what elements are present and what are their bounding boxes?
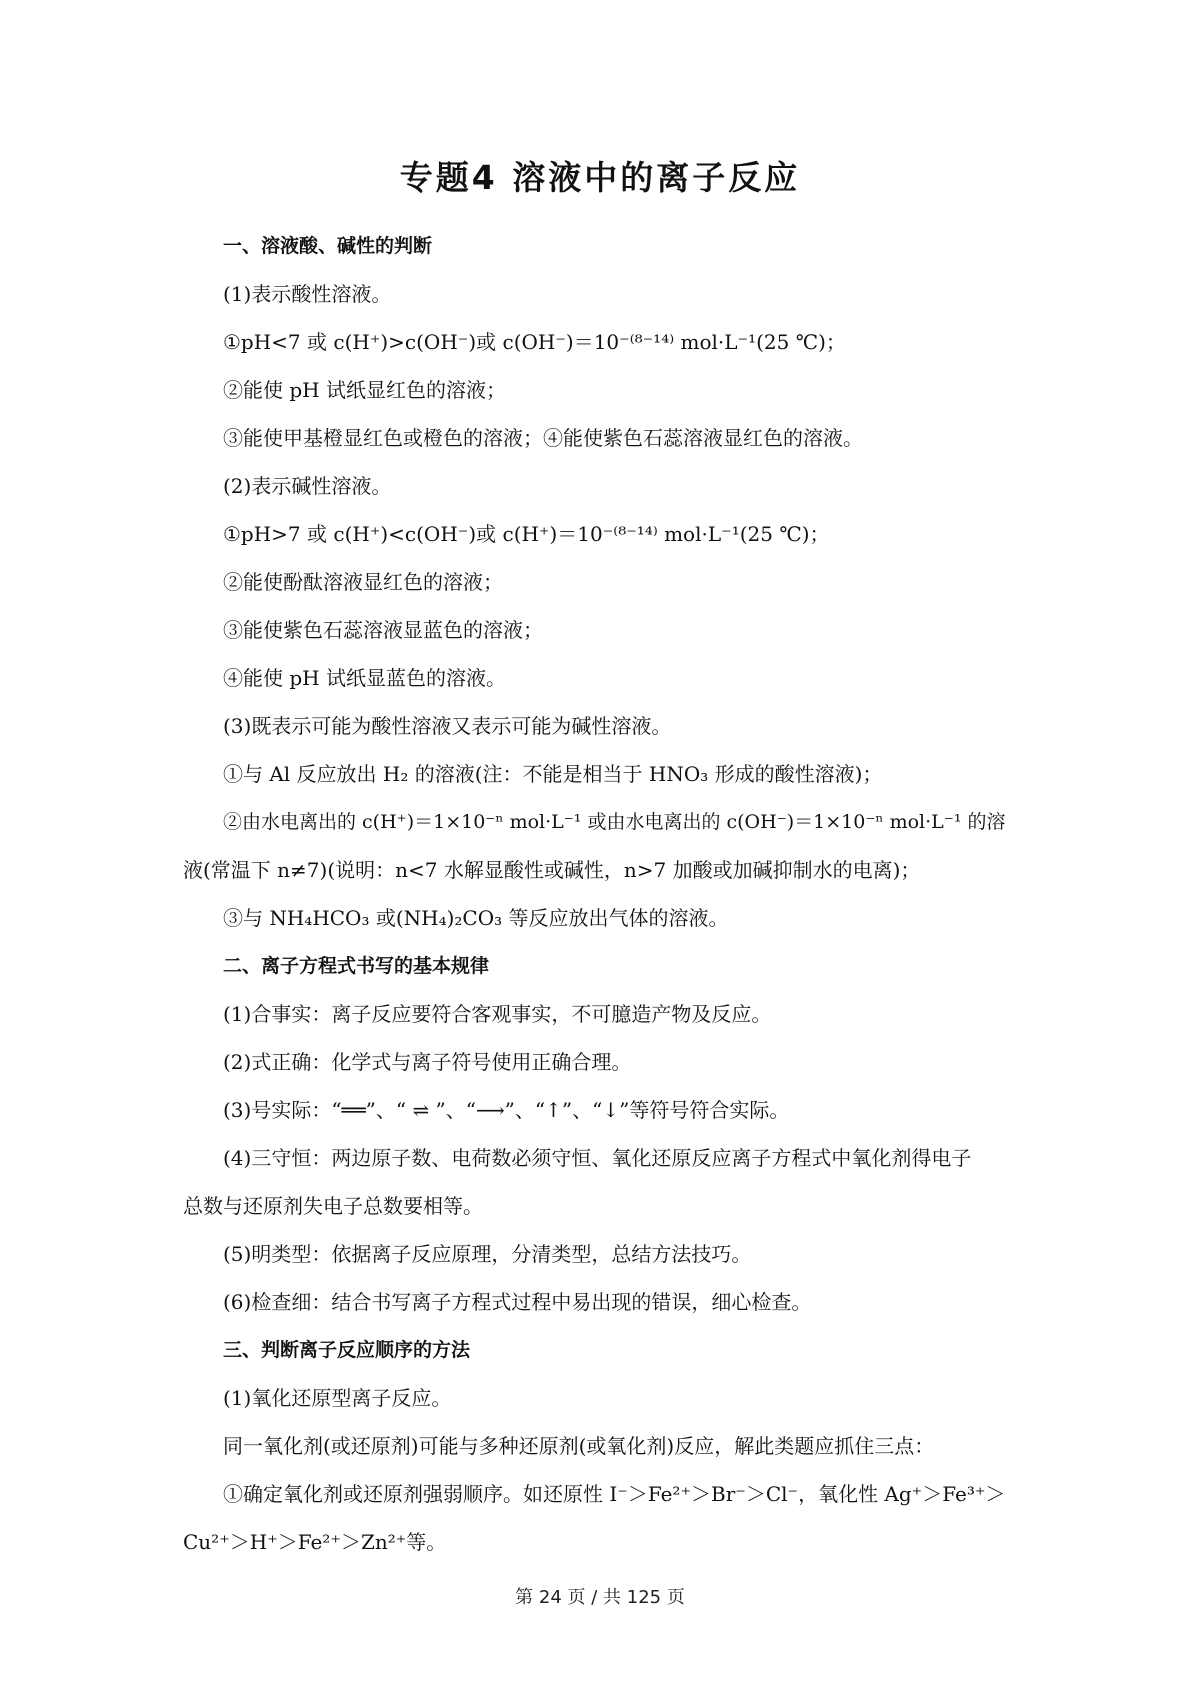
paragraph-line: (1)表示酸性溶液。 bbox=[223, 282, 392, 306]
paragraph-line: (4)三守恒：两边原子数、电荷数必须守恒、氧化还原反应离子方程式中氧化剂得电子 bbox=[223, 1146, 972, 1170]
section-heading: 一、溶液酸、碱性的判断 bbox=[223, 235, 433, 257]
paragraph-line: ①pH<7 或 c(H⁺)>c(OH⁻)或 c(OH⁻)＝10⁻⁽⁸⁻¹⁴⁾ mol·L⁻¹(25 ℃)； bbox=[223, 330, 846, 354]
paragraph-line: (2)表示碱性溶液。 bbox=[223, 474, 392, 498]
paragraph-line: (5)明类型：依据离子反应原理，分清类型，总结方法技巧。 bbox=[223, 1242, 752, 1266]
paragraph-line: (3)既表示可能为酸性溶液又表示可能为碱性溶液。 bbox=[223, 714, 672, 738]
paragraph-line: ②由水电离出的 c(H⁺)＝1×10⁻ⁿ mol·L⁻¹ 或由水电离出的 c(OH⁻)＝1×10⁻ⁿ mol·L⁻¹ 的溶 bbox=[223, 811, 1006, 833]
paragraph-line: 液(常温下 n≠7)(说明：n<7 水解显酸性或碱性，n>7 加酸或加碱抑制水的电离)； bbox=[183, 858, 921, 882]
page-title: 专题4 溶液中的离子反应 bbox=[399, 158, 801, 197]
paragraph-line: ②能使 pH 试纸显红色的溶液； bbox=[223, 378, 506, 402]
paragraph-line: ③与 NH₄HCO₃ 或(NH₄)₂CO₃ 等反应放出气体的溶液。 bbox=[223, 906, 729, 930]
paragraph-line: ④能使 pH 试纸显蓝色的溶液。 bbox=[223, 666, 506, 690]
paragraph-line: (2)式正确：化学式与离子符号使用正确合理。 bbox=[223, 1050, 632, 1074]
paragraph-line: (6)检查细：结合书写离子方程式过程中易出现的错误，细心检查。 bbox=[223, 1290, 812, 1314]
paragraph-line: ①确定氧化剂或还原剂强弱顺序。如还原性 I⁻＞Fe²⁺＞Br⁻＞Cl⁻，氧化性 Ag⁺＞Fe³⁺＞ bbox=[223, 1482, 1006, 1506]
document-body bbox=[183, 222, 1023, 1566]
paragraph-line: ③能使甲基橙显红色或橙色的溶液；④能使紫色石蕊溶液显红色的溶液。 bbox=[223, 426, 863, 450]
paragraph-line: 同一氧化剂(或还原剂)可能与多种还原剂(或氧化剂)反应，解此类题应抓住三点： bbox=[223, 1434, 935, 1458]
section-heading: 三、判断离子反应顺序的方法 bbox=[223, 1339, 471, 1361]
paragraph-line: (3)号实际：“══”、“ ⇌ ”、“⟶”、“↑”、“↓”等符号符合实际。 bbox=[223, 1098, 790, 1122]
paragraph-line: Cu²⁺＞H⁺＞Fe²⁺＞Zn²⁺等。 bbox=[183, 1530, 447, 1554]
paragraph-line: ③能使紫色石蕊溶液显蓝色的溶液； bbox=[223, 618, 543, 642]
paragraph-line: (1)氧化还原型离子反应。 bbox=[223, 1386, 452, 1410]
paragraph-line: 总数与还原剂失电子总数要相等。 bbox=[183, 1194, 483, 1218]
paragraph-line: (1)合事实：离子反应要符合客观事实，不可臆造产物及反应。 bbox=[223, 1002, 772, 1026]
section-heading: 二、离子方程式书写的基本规律 bbox=[223, 955, 490, 977]
paragraph-line: ①pH>7 或 c(H⁺)<c(OH⁻)或 c(H⁺)＝10⁻⁽⁸⁻¹⁴⁾ mol·L⁻¹(25 ℃)； bbox=[223, 522, 830, 546]
paragraph-line: ①与 Al 反应放出 H₂ 的溶液(注：不能是相当于 HNO₃ 形成的酸性溶液)； bbox=[223, 762, 883, 786]
page-footer: 第 24 页 / 共 125 页 bbox=[515, 1587, 685, 1608]
paragraph-line: ②能使酚酞溶液显红色的溶液； bbox=[223, 570, 503, 594]
